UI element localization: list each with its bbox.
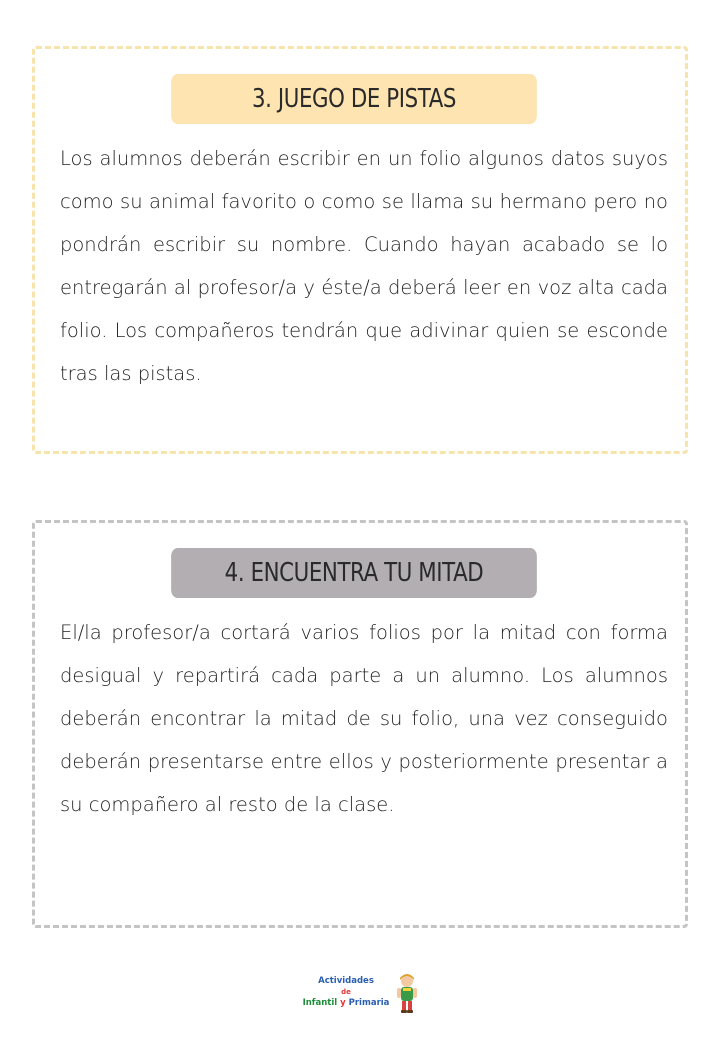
footer-logo [300,972,425,1016]
section-body: Los alumnos deberán escribir en un folio algunos datos suyos como su animal favorito o como se llama su hermano pero no pondrán escribir su nombre. Cuando hayan acabado se lo entregarán al profesor/a y éste/a deberá leer en voz alta cada folio. Los compañeros tendrán que adivinar quien se esconde tras las pistas. [60,147,668,385]
logo-line-infantil-primaria: Infantil y Primaria [302,998,390,1008]
section-body: El/la profesor/a cortará varios folios por la mitad con forma desigual y repartirá cada parte a un alumno. Los alumnos deberán encontrar la mitad de su folio, una vez conseguido deberán presentarse entre ellos y posteriormente presentar a su compañero al resto de la clase. [60,621,668,816]
logo-text [300,976,392,1009]
activity-card-encuentra-tu-mitad [32,520,688,928]
logo-line-actividades: Actividades [318,976,374,986]
section-title: 4. ENCUENTRA TU MITAD [171,548,537,598]
logo-line-de: de [341,988,351,996]
section-title: 3. JUEGO DE PISTAS [171,74,537,124]
activity-card-juego-de-pistas [32,46,688,454]
child-figure-icon [392,972,422,1014]
